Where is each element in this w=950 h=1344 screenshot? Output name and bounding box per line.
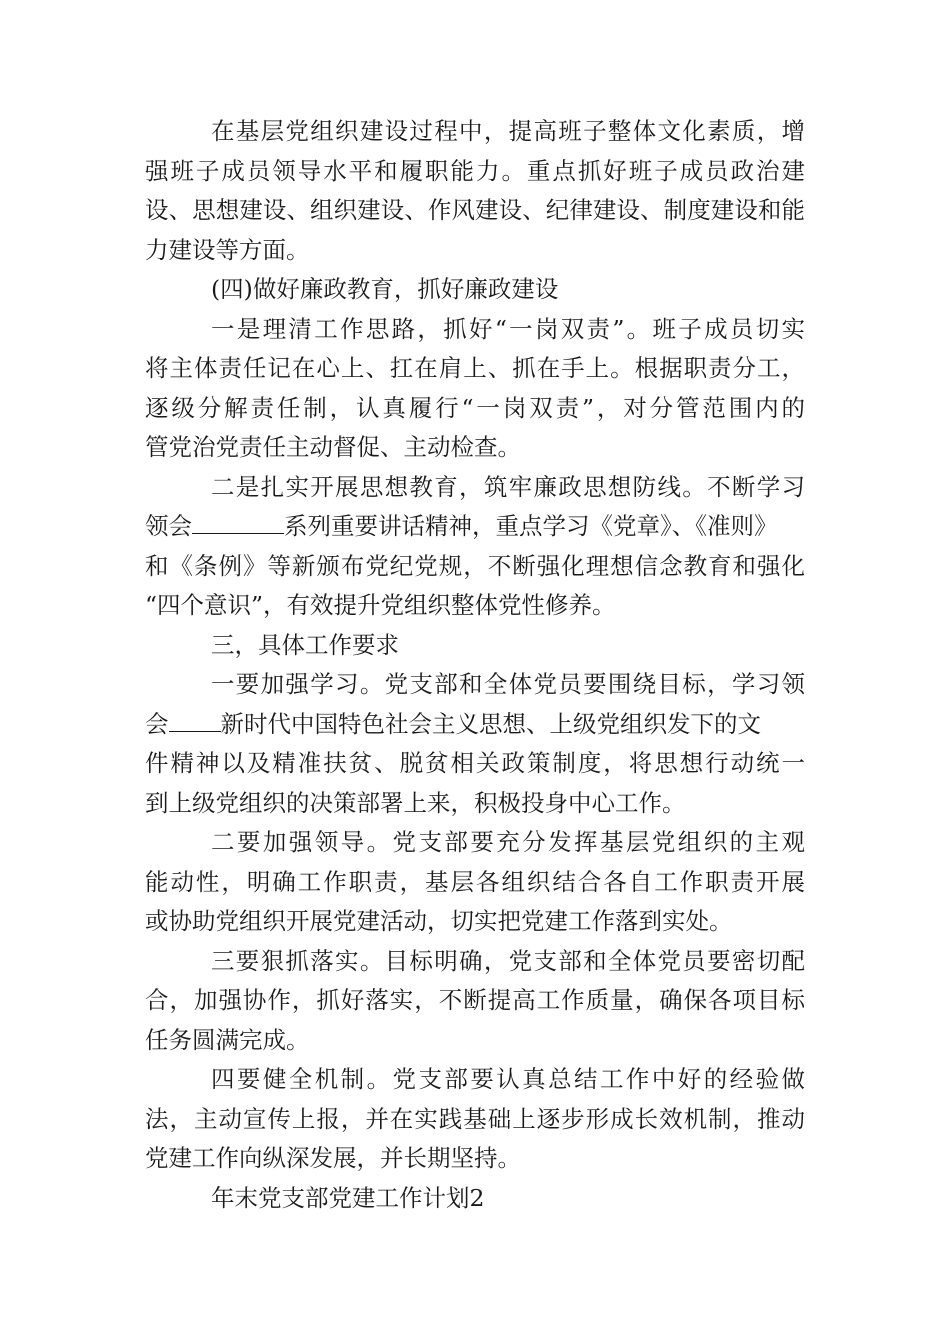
paragraph-line: 一要加强学习。党支部和全体党员要围绕目标，学习领 <box>211 670 805 698</box>
paragraph-line: 设、思想建设、组织建设、作风建设、纪律建设、制度建设和能 <box>145 196 805 224</box>
line-text: 会 <box>145 709 169 738</box>
paragraph-line: 党建工作向纵深发展，并长期坚持。 <box>145 1144 521 1172</box>
paragraph-line: 法，主动宣传上报，并在实践基础上逐步形成长效机制，推动 <box>145 1104 805 1133</box>
line-text: 领会 <box>145 512 192 540</box>
paragraph-line: 四要健全机制。党支部要认真总结工作中好的经验做 <box>211 1065 805 1093</box>
paragraph-line: 件精神以及精准扶贫、脱贫相关政策制度，将思想行动统一 <box>145 749 805 777</box>
section-heading: 三，具体工作要求 <box>211 630 399 659</box>
paragraph-line: 在基层党组织建设过程中，提高班子整体文化素质，增 <box>211 117 805 145</box>
paragraph-line: 一是理清工作思路，抓好“一岗双责”。班子成员切实 <box>211 314 805 343</box>
line-text: 系列重要讲话精神，重点学习《党章》、《准则》 <box>284 512 778 540</box>
paragraph-line: “四个意识”，有效提升党组织整体党性修养。 <box>145 591 616 619</box>
paragraph-line <box>145 705 805 745</box>
paragraph-line: 逐级分解责任制，认真履行“一岗双责”，对分管范围内的 <box>145 393 805 422</box>
section-heading: (四)做好廉政教育，抓好廉政建设 <box>211 275 559 303</box>
paragraph-line: 三要狠抓落实。目标明确，党支部和全体党员要密切配 <box>211 946 805 975</box>
paragraph-line <box>145 507 805 547</box>
paragraph-line: 合，加强协作，抓好落实，不断提高工作质量，确保各项目标 <box>145 986 805 1014</box>
document-body <box>145 112 805 1218</box>
fill-in-blank <box>169 709 221 732</box>
paragraph-line: 任务圆满完成。 <box>145 1025 310 1054</box>
fill-in-blank <box>192 511 284 534</box>
paragraph-line: 和《条例》等新颁布党纪党规，不断强化理想信念教育和强化 <box>145 551 805 580</box>
paragraph-line: 二要加强领导。党支部要充分发挥基层党组织的主观 <box>211 828 805 856</box>
document-title-next: 年末党支部党建工作计划2 <box>211 1183 485 1212</box>
line-text: 新时代中国特色社会主义思想、上级党组织发下的文 <box>220 709 761 738</box>
paragraph-line: 将主体责任记在心上、扛在肩上、抓在手上。根据职责分工， <box>145 354 805 382</box>
paragraph-line: 二是扎实开展思想教育，筑牢廉政思想防线。不断学习 <box>211 472 805 501</box>
paragraph-line: 或协助党组织开展党建活动，切实把党建工作落到实处。 <box>145 907 733 935</box>
paragraph-line: 到上级党组织的决策部署上来，积极投身中心工作。 <box>145 788 686 817</box>
paragraph-line: 能动性，明确工作职责，基层各组织结合各自工作职责开展 <box>145 867 805 896</box>
paragraph-line: 管党治党责任主动督促、主动检查。 <box>145 433 521 461</box>
paragraph-line: 力建设等方面。 <box>145 235 310 264</box>
paragraph-line: 强班子成员领导水平和履职能力。重点抓好班子成员政治建 <box>145 156 805 185</box>
